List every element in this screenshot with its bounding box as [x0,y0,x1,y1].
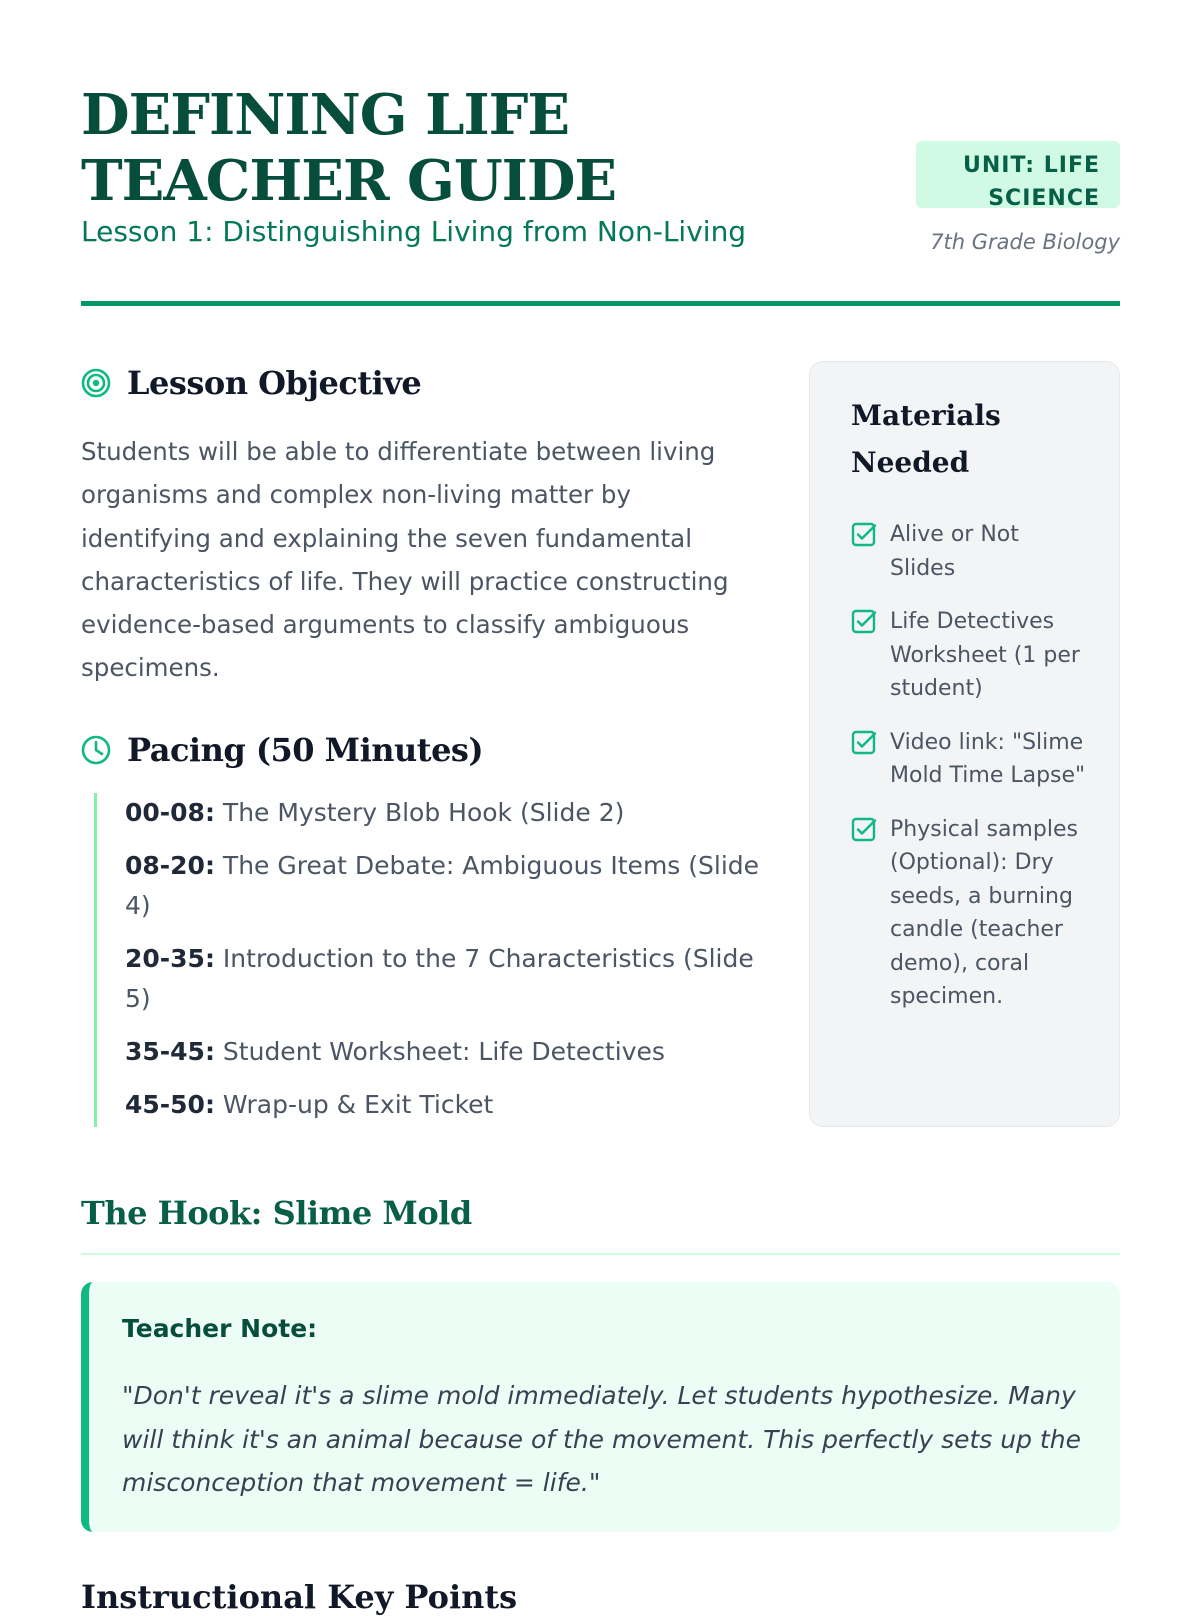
materials-panel [809,361,1120,1127]
pacing-item [125,1085,774,1125]
unit-badge: UNIT: LIFE SCIENCE [916,141,1120,208]
materials-item [851,605,1101,706]
materials-item-text: Alive or Not Slides [890,522,1019,581]
hook-heading: The Hook: Slime Mold [81,1194,472,1232]
materials-item [851,726,1101,793]
pacing-item [125,1032,774,1072]
checkbox-icon [851,730,877,756]
next-section-heading: Instructional Key Points [81,1578,518,1616]
pacing-time: 45-50: [125,1090,215,1119]
materials-item-text: Video link: "Slime Mold Time Lapse" [890,729,1086,788]
pacing-item [125,793,774,833]
pacing-activity: The Great Debate: Ambiguous Items (Slide 4) [125,851,760,920]
checkbox-icon [851,522,877,548]
materials-item-text: Physical samples (Optional): Dry seeds, a burning candle (teacher demo), coral specimen. [890,816,1078,1009]
pacing-time: 35-45: [125,1037,215,1066]
materials-item-text: Life Detectives Worksheet (1 per student) [890,609,1080,701]
clock-icon [81,733,115,767]
pacing-heading: Pacing (50 Minutes) [127,731,484,769]
objective-text: Students will be able to differentiate between living organisms and complex non-living matter by identifying and explaining the seven fundamental characteristics of life. They will practice constructing evidence-based arguments to classify ambiguous specimens. [81,437,729,683]
pacing-activity: Student Worksheet: Life Detectives [222,1037,665,1066]
pacing-heading-row [81,731,483,769]
teacher-note-text: "Don't reveal it's a slime mold immediately. Let students hypothesize. Many will think it's an animal because of the movement. This perfectly sets up the misconception that movement = life." [122,1381,1081,1497]
objective-heading: Lesson Objective [127,364,422,402]
pacing-item [125,846,774,926]
pacing-item [125,939,774,1019]
teacher-note-box [81,1282,1120,1532]
hook-divider [81,1253,1120,1255]
pacing-activity: Introduction to the 7 Characteristics (Slide 5) [125,944,754,1013]
pacing-time: 08-20: [125,851,215,880]
pacing-time: 20-35: [125,944,215,973]
teacher-note-label: Teacher Note: [122,1314,318,1343]
page-title: DEFINING LIFE TEACHER GUIDE [81,82,617,214]
pacing-activity: Wrap-up & Exit Ticket [222,1090,494,1119]
pacing-activity: The Mystery Blob Hook (Slide 2) [222,798,625,827]
checkbox-icon [851,817,877,843]
lesson-subtitle: Lesson 1: Distinguishing Living from Non-Living [81,215,747,248]
materials-heading: Materials Needed [851,399,1001,479]
objective-heading-row [81,364,421,402]
materials-item [851,518,1101,585]
pacing-list [94,793,774,1127]
pacing-time: 00-08: [125,798,215,827]
guide-header [81,82,1120,302]
target-icon [81,366,115,400]
grade-label: 7th Grade Biology [930,230,1120,254]
header-divider [81,301,1120,306]
materials-list [851,518,1101,1034]
checkbox-icon [851,609,877,635]
teacher-guide-page [81,0,1120,1616]
materials-item [851,813,1101,1014]
